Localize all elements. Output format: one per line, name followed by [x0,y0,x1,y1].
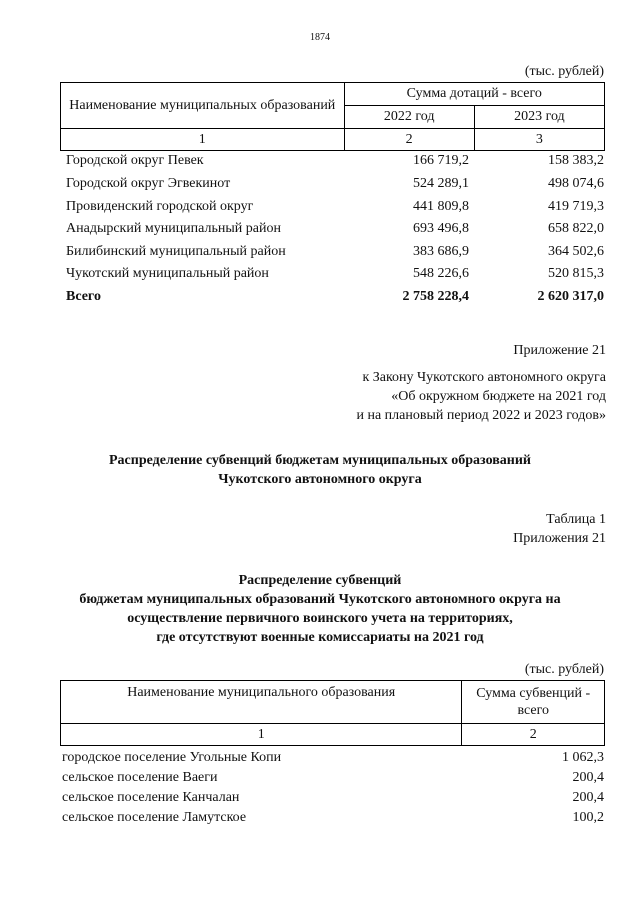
row-name: Билибинский муниципальный район [66,244,286,259]
table2-title-line: бюджетам муниципальных образований Чукотского автономного округа на [79,592,561,607]
table2-title [0,571,640,647]
table2-title-line: где отсутствуют военные комиссариаты на 2021 год [156,630,484,645]
table-reference-line: Таблица 1 [546,512,606,527]
row-name: сельское поселение Ваеги [62,770,218,785]
table2-header [60,680,605,746]
total-label: Всего [66,289,101,304]
table2-sum-header: Сумма субвенций - всего [462,681,605,724]
table2-colnum-2: 2 [462,724,605,746]
row-value-2023: 364 502,6 [548,244,604,259]
table1-sum-header: Сумма дотаций - всего [344,83,604,106]
row-value-2022: 524 289,1 [413,176,469,191]
row-value-2023: 498 074,6 [548,176,604,191]
table-reference-line: Приложения 21 [513,531,606,546]
appendix-line: и на плановый период 2022 и 2023 годов» [356,408,606,423]
total-value-2022: 2 758 228,4 [402,289,469,304]
table2-title-line: Распределение субвенций [238,573,402,588]
appendix-subtitle [356,368,606,425]
row-name: Чукотский муниципальный район [66,266,269,281]
table2-unit: (тыс. рублей) [524,662,604,677]
row-value-2022: 548 226,6 [413,266,469,281]
table1-colnum-1: 1 [61,129,345,151]
row-value: 1 062,3 [562,750,604,765]
table1-header [60,82,605,151]
row-value-2023: 419 719,3 [548,199,604,214]
row-value-2022: 441 809,8 [413,199,469,214]
row-name: сельское поселение Канчалан [62,790,240,805]
appendix-line: «Об окружном бюджете на 2021 год [391,389,606,404]
table1-colnum-3: 3 [474,129,604,151]
table2-name-header: Наименование муниципального образования [61,681,462,724]
row-value-2022: 166 719,2 [413,153,469,168]
total-value-2023: 2 620 317,0 [537,289,604,304]
main-title [0,451,640,489]
main-title-line: Распределение субвенций бюджетам муниципальных образований [109,453,531,468]
row-name: Провиденский городской округ [66,199,254,214]
table1-colnum-2: 2 [344,129,474,151]
table2-colnum-1: 1 [61,724,462,746]
table1-year2-header: 2023 год [474,106,604,129]
table-reference [513,510,606,548]
appendix-title: Приложение 21 [513,343,606,358]
row-value: 100,2 [572,810,604,825]
row-value: 200,4 [572,790,604,805]
table1-year1-header: 2022 год [344,106,474,129]
table2-title-line: осуществление первичного воинского учета на территориях, [127,611,513,626]
row-value-2022: 383 686,9 [413,244,469,259]
row-name: Анадырский муниципальный район [66,221,281,236]
table1-unit: (тыс. рублей) [524,64,604,79]
main-title-line: Чукотского автономного округа [218,472,422,487]
row-name: Городской округ Певек [66,153,204,168]
page-number: 1874 [310,32,330,43]
row-name: Городской округ Эгвекинот [66,176,231,191]
appendix-line: к Закону Чукотского автономного округа [362,370,606,385]
row-name: сельское поселение Ламутское [62,810,247,825]
row-value: 200,4 [572,770,604,785]
row-name: городское поселение Угольные Копи [62,750,282,765]
row-value-2023: 520 815,3 [548,266,604,281]
table1-name-header: Наименование муниципальных образований [61,83,345,129]
row-value-2023: 658 822,0 [548,221,604,236]
row-value-2022: 693 496,8 [413,221,469,236]
row-value-2023: 158 383,2 [548,153,604,168]
